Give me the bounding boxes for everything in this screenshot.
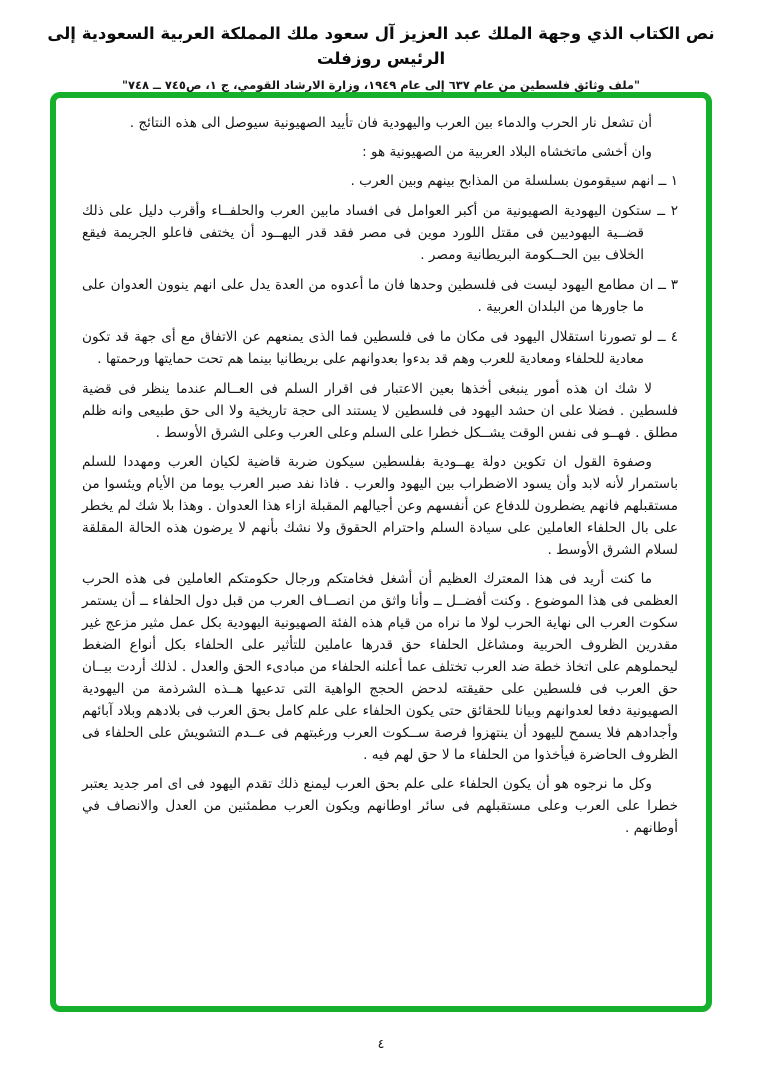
body-paragraph-3: ما كنت أريد فى هذا المعترك العظيم أن أشغل فخامتكم ورجال حكومتكم العاملين فى هذه الحرب العظمى فى هذا الموضوع . وكنت أفضــل ــ وأنا واثق من انصــاف العرب من قبل دول الحلفاء ــ أن يستمر سكوت العرب الى نهاية الحرب لولا ما نراه من قيام هذه الفئة الصهيونية اليهودية بكل عمل مثير مزعج غير مقدرين الظروف الحربية ومشاغل الحلفاء حق قدرها عاملين للتأثير على الحلفاء بكل أنواع الضغط ليحملوهم على اتخاذ خطة ضد العرب تختلف عما أعلنه الحلفاء من مبادىء الحق والعدل . لذلك أردت بيــان حق العرب فى فلسطين على حقيقته لدحض الحجج الواهية التى تدعيها هــذه الشرذمة من اليهودية الصهيونية دفعا لعدوانهم وبيانا للحقائق حتى يكون الحلفاء على علم كامل بحق العرب فى بلادهم وبلاد آبائهم وأجدادهم فلا يسمح لليهود أن ينتهزوا فرصة ســكوت العرب ورغبتهم فى عــدم التشويش على الحلفاء فى الظروف الحاضرة فيأخذوا من الحلفاء ما لا حق لهم فيه . <box>82 571 678 763</box>
item-number: ٣ <box>670 277 678 293</box>
item-number: ١ <box>670 173 678 189</box>
item-text: ان مطامع اليهود ليست فى فلسطين وحدها فان ما أعدوه من العدة يدل على انهم ينوون العدوان على ما جاورها من البلدان العربية . <box>82 277 654 315</box>
document-source-citation: "ملف وثائق فلسطين من عام ٦٣٧ إلى عام ١٩٤٩، وزارة الارشاد القومي، ج ١، ص٧٤٥ ــ ٧٤٨" <box>121 77 641 92</box>
body-paragraph-1: لا شك ان هذه أمور ينبغى أخذها بعين الاعتبار فى اقرار السلم فى العــالم عندما ينظر فى قضية فلسطين . فضلا على ان حشد اليهود فى فلسطين لا يستند الى حجة تاريخية ولا الى حق طبيعى وانه ظلم مطلق . فهــو فى نفس الوقت يشــكل خطرا على السلم وعلى العرب وعلى الشرق الأوسط . <box>82 381 678 441</box>
item-text: لو تصورنا استقلال اليهود فى مكان ما فى فلسطين فما الذى يمنعهم عن الاتفاق مع أى جهة قد تكون معادية للحلفاء ومعادية للعرب وهم قد بدءوا بعدوانهم على بريطانيا بينما هم تحت حمايتها ورحمتها . <box>82 329 653 367</box>
fears-lead-paragraph: وان أخشى ماتخشاه البلاد العربية من الصهيونية هو : <box>362 144 652 160</box>
body-paragraph-2: وصفوة القول ان تكوين دولة يهــودية بفلسطين سيكون ضربة قاضية لكيان العرب ومهددا للسلم باستمرار لأنه لابد وأن يسود الاضطراب بين اليهود والعرب . فاذا نفد صبر العرب يوما من الأيام ويئسوا من مستقبلهم فانهم يضطرون للدفاع عن أنفسهم وعن أجيالهم المقبلة ازاء هذا العدوان . وهذا بلا شك لم يخطر على بال الحلفاء العاملين على سيادة السلم واحترام الحقوق ولا نشك بأنهم لا يرضون هذه الحالة المقلقة لسلام الشرق الأوسط . <box>82 454 678 558</box>
item-dash: ــ <box>657 203 666 219</box>
item-text: انهم سيقومون بسلسلة من المذابح بينهم وبين العرب . <box>350 173 655 189</box>
document-header <box>0 22 762 92</box>
letter-text-frame <box>50 92 712 1012</box>
body-paragraph-4: وكل ما نرجوه هو أن يكون الحلفاء على علم بحق العرب ليمنع ذلك تقدم اليهود فى اى امر جديد يعتبر خطرا على العرب وعلى مستقبلهم فى سائر اوطانهم ويكون العرب مطمئنين من العدل والانصاف في أوطانهم . <box>82 776 678 836</box>
item-dash: ــ <box>657 329 666 345</box>
item-text: ستكون اليهودية الصهيونية من أكبر العوامل فى افساد مابين العرب والحلفــاء وأقرب دليل على ذلك قضــية اليهوديين فى مقتل اللورد موين فى مصر فقد قدر اليهــود أن يختفى فاعلو الجريمة فيقع الخلاف بين الحــكومة البريطانية ومصر . <box>82 203 652 263</box>
intro-paragraph: أن تشعل نار الحرب والدماء بين العرب واليهودية فان تأييد الصهيونية سيوصل الى هذه النتائج . <box>129 115 652 131</box>
numbered-item-4 <box>82 326 678 370</box>
item-number: ٢ <box>670 203 678 219</box>
page-number: ٤ <box>377 1036 385 1051</box>
document-title: نص الكتاب الذي وجهة الملك عبد العزيز آل سعود ملك المملكة العربية السعودية إلى الرئيس روزفلت <box>47 24 715 68</box>
letter-body <box>82 112 678 839</box>
item-number: ٤ <box>670 329 678 345</box>
numbered-item-1 <box>82 170 678 192</box>
item-dash: ــ <box>658 173 667 189</box>
numbered-item-3 <box>82 274 678 318</box>
numbered-item-2 <box>82 200 678 266</box>
item-dash: ــ <box>658 277 667 293</box>
